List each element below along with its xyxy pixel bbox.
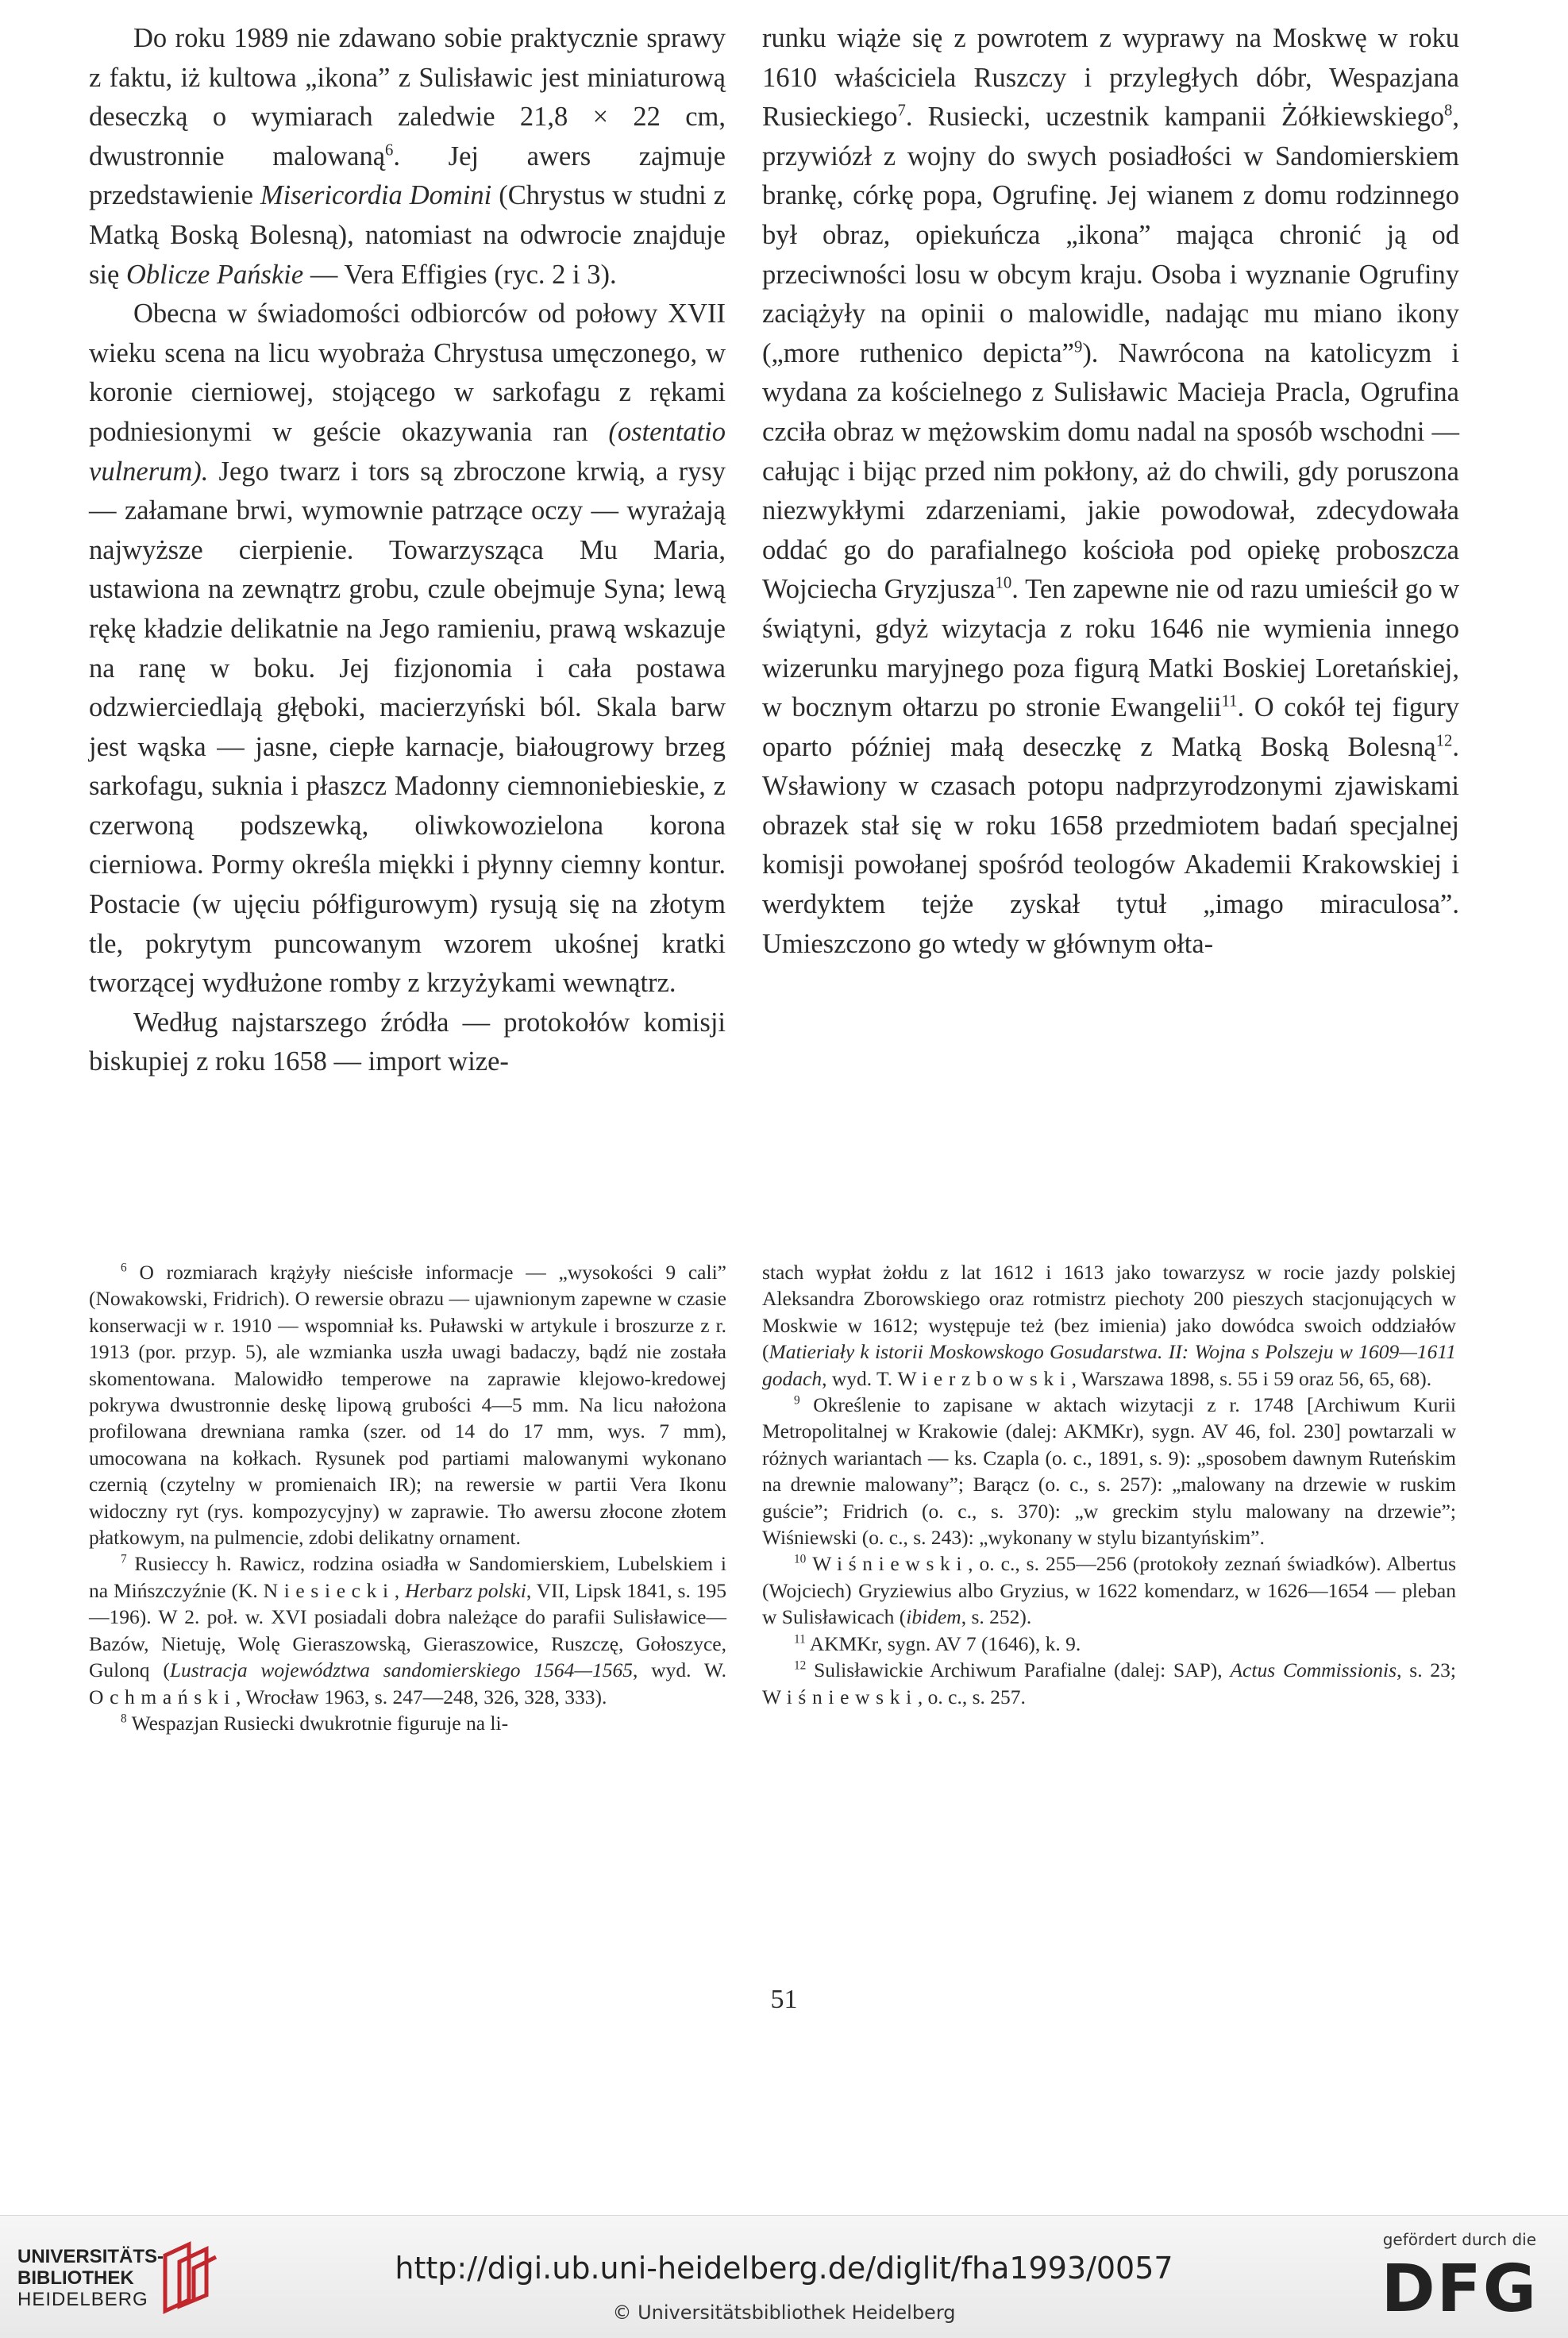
funding-caption: gefördert durch die	[1382, 2230, 1536, 2249]
copyright-text: © Universitätsbibliothek Heidelberg	[612, 2301, 956, 2324]
main-text-left-column	[89, 19, 726, 1082]
footnote: $^{12}$ Sulisławickie Archiwum Parafialne (dalej: SAP), Actus Commissionis, s. 23; Wiśniewski, o. c., s. 257.	[762, 1658, 1456, 1708]
paragraph: Do roku 1989 nie zdawano sobie praktycznie sprawy z faktu, iż kultowa „ikona” z Sulisławic jest miniaturową deseczką o wymiarach zaledwie 21,8 × 22 cm, dwustronnie malowaną$^6$. Jej awers zajmuje przedstawienie Misericordia Domini (Chrystus w studni z Matką Boską Bolesną), natomiast na odwrocie znajduje się Oblicze Pańskie — Vera Effigies (ryc. 2 i 3).	[89, 23, 726, 290]
page-number: 51	[770, 1985, 798, 2014]
library-name-line: BIBLIOTHEK	[17, 2267, 134, 2289]
paragraph: runku wiąże się z powrotem z wyprawy na Moskwę w roku 1610 właściciela Ruszczy i przyległych dóbr, Wespazjana Rusieckiego$^7$. Rusiecki, uczestnik kampanii Żółkiewskiego$^8$, przywiózł z wojny do swych posiadłości w Sandomierskiem brankę, córkę popa, Ogrufinę. Jej wianem z domu rodzinnego był obraz, opiekuńcza „ikona” mająca chronić ją od przeciwności losu w obcym kraju. Osoba i wyznanie Ogrufiny zaciążyły na opinii o malowidle, nadając mu miano ikony („more ruthenico depicta”$^9$). Nawrócona na katolicyzm i wydana za kościelnego z Sulisławic Macieja Pracla, Ogrufina czciła obraz w mężowskim domu nadal na sposób wschodni — całując i bijąc przed nim pokłony, aż do chwili, gdy poruszona niezwykłymi zdarzeniami, jakie powodował, zdecydowała oddać go do parafialnego kościoła pod opiekę proboszcza Wojciecha Gryzjusza$^{10}$. Ten zapewne nie od razu umieścił go w świątyni, gdyż wizytacja z roku 1646 nie wymienia innego wizerunku maryjnego poza figurą Matki Boskiej Loretańskiej, w bocznym ołtarzu po stronie Ewangelii$^{11}$. O cokół tej figury oparto później małą deseczkę z Matką Boską Bolesną$^{12}$. Wsławiony w czasach potopu nadprzyrodzonymi zjawiskami obrazek stał się w roku 1658 przedmiotem badań specjalnej komisji powołanej spośród teologów Akademii Krakowskiej i werdyktem tejże zyskał tytuł „imago miraculosa”. Umieszczono go wtedy w głównym ołta-	[762, 23, 1460, 959]
paragraph: Obecna w świadomości odbiorców od połowy XVII wieku scena na licu wyobraża Chrystusa umęczonego, w koronie cierniowej, stojącego w sarkofagu z rękami podniesionymi w geście okazywania ran (ostentatio vulnerum). Jego twarz i tors są zbroczone krwią, a rysy — załamane brwi, wymownie patrzące oczy — wyrażają najwyższe cierpienie. Towarzysząca Mu Maria, ustawiona na zewnątrz grobu, czule obejmuje Syna; lewą rękę kładzie delikatnie na Jego ramieniu, prawą wskazuje na ranę w boku. Jej fizjonomia i cała postawa odzwierciedlają głęboki, macierzyński ból. Skala barw jest wąska — jasne, ciepłe karnacje, białougrowy brzeg sarkofagu, suknia i płaszcz Madonny ciemnoniebieskie, z czerwoną podszewką, oliwkowozielona korona cierniowa. Pormy określa miękki i płynny ciemny kontur. Postacie (w ujęciu półfigurowym) rysują się na złotym tle, pokrytym puncowanym wzorem ukośnej kratki tworzącej wydłużone romby z krzyżykami wewnątrz.	[89, 299, 726, 999]
footnote: $^{11}$ AKMKr, sygn. AV 7 (1646), k. 9.	[794, 1631, 1081, 1655]
footnote: $^6$ O rozmiarach krążyły nieścisłe informacje — „wysokości 9 cali” (Nowakowski, Fridrich). O rewersie obrazu — ujawnionym zapewne w czasie konserwacji w r. 1910 — wspomniał ks. Puławski w artykule i broszurze z r. 1913 (por. przyp. 5), ale wzmianka uszła uwagi badaczy, bądź nie została skomentowana. Malowidło temperowe na zaprawie klejowo-kredowej pokrywa dwustronnie deskę lipową grubości 4—5 mm. Na licu nałożona profilowana drewniana ramka (szer. od 14 do 17 mm, wys. 7 mm), umocowana na kołkach. Rysunek pod partiami malowanymi wykonano czernią (czytelny w promienaich IR); na rewersie w partii Vera Ikonu widoczny ryt (rys. kompozycyjny) w zaprawie. Tło awersu złocone złotem płatkowym, na pulmencie, zdobi delikatny ornament.	[89, 1261, 726, 1550]
digital-copy-link[interactable]: http://digi.ub.uni-heidelberg.de/diglit/fha1993/0057	[395, 2251, 1173, 2286]
footnote: $^{10}$ Wiśniewski, o. c., s. 255—256 (protokoły zeznań świadków). Albertus (Wojciech) Gryziewius albo Gryzius, w 1622 komendarz, w 1626—1654 — pleban w Sulisławicach (ibidem, s. 252).	[762, 1552, 1456, 1629]
footer-bar	[0, 2215, 1568, 2338]
paragraph: Według najstarszego źródła — protokołów komisji biskupiej z roku 1658 — import wize-	[89, 1007, 726, 1077]
footnote: stach wypłat żołdu z lat 1612 i 1613 jako towarzysz w rocie jazdy polskiej Aleksandra Zborowskiego oraz rotmistrz piechoty 200 pieszych stacjonujących w Moskwie w 1612; występuje też (bez imienia) jako dowódca swoich oddziałów (Matieriały k istorii Moskowskogo Gosudarstwa. II: Wojna s Polszeju w 1609—1611 godach, wyd. T. Wierzbowski, Warszawa 1898, s. 55 i 59 oraz 56, 65, 68).	[762, 1261, 1456, 1390]
footnotes-right-column	[762, 1259, 1456, 1710]
main-text-right-column	[762, 19, 1459, 964]
footnote: $^8$ Wespazjan Rusiecki dwukrotnie figuruje na li-	[121, 1711, 509, 1735]
footnotes-left-column	[89, 1259, 726, 1736]
dfg-logo[interactable]: DFG	[1381, 2251, 1538, 2327]
footnote: $^7$ Rusieccy h. Rawicz, rodzina osiadła w Sandomierskiem, Lubelskiem i na Mińszczyźnie (K. Niesiecki, Herbarz polski, VII, Lipsk 1841, s. 195—196). W 2. poł. w. XVI posiadali dobra należące do parafii Sulisławice—Bazów, Nietuję, Wolę Gieraszowską, Gieraszowice, Ruszczę, Gołoszyce, Gulonq (Lustracja województwa sandomierskiego 1564—1565, wyd. W. Ochmański, Wrocław 1963, s. 247—248, 326, 328, 333).	[89, 1552, 726, 1708]
library-name-line: HEIDELBERG	[17, 2289, 148, 2310]
library-name-line: UNIVERSITÄTS-	[17, 2246, 164, 2267]
footnote: $^9$ Określenie to zapisane w aktach wizytacji z r. 1748 [Archiwum Kurii Metropolitalnej w Krakowie (dalej: AKMKr), sygn. AV 46, fol. 230] powtarzali w różnych wariantach — ks. Czapla (o. c., 1891, s. 9): „sposobem dawnym Ruteńskim na drewnie malowany”; Barącz (o. c., s. 257): „malowany na drzewie w ruskim guście”; Fridrich (o. c., s. 370): „w greckim stylu malowany na drzewie”; Wiśniewski (o. c., s. 243): „wykonany w stylu bizantyńskim”.	[762, 1393, 1456, 1550]
